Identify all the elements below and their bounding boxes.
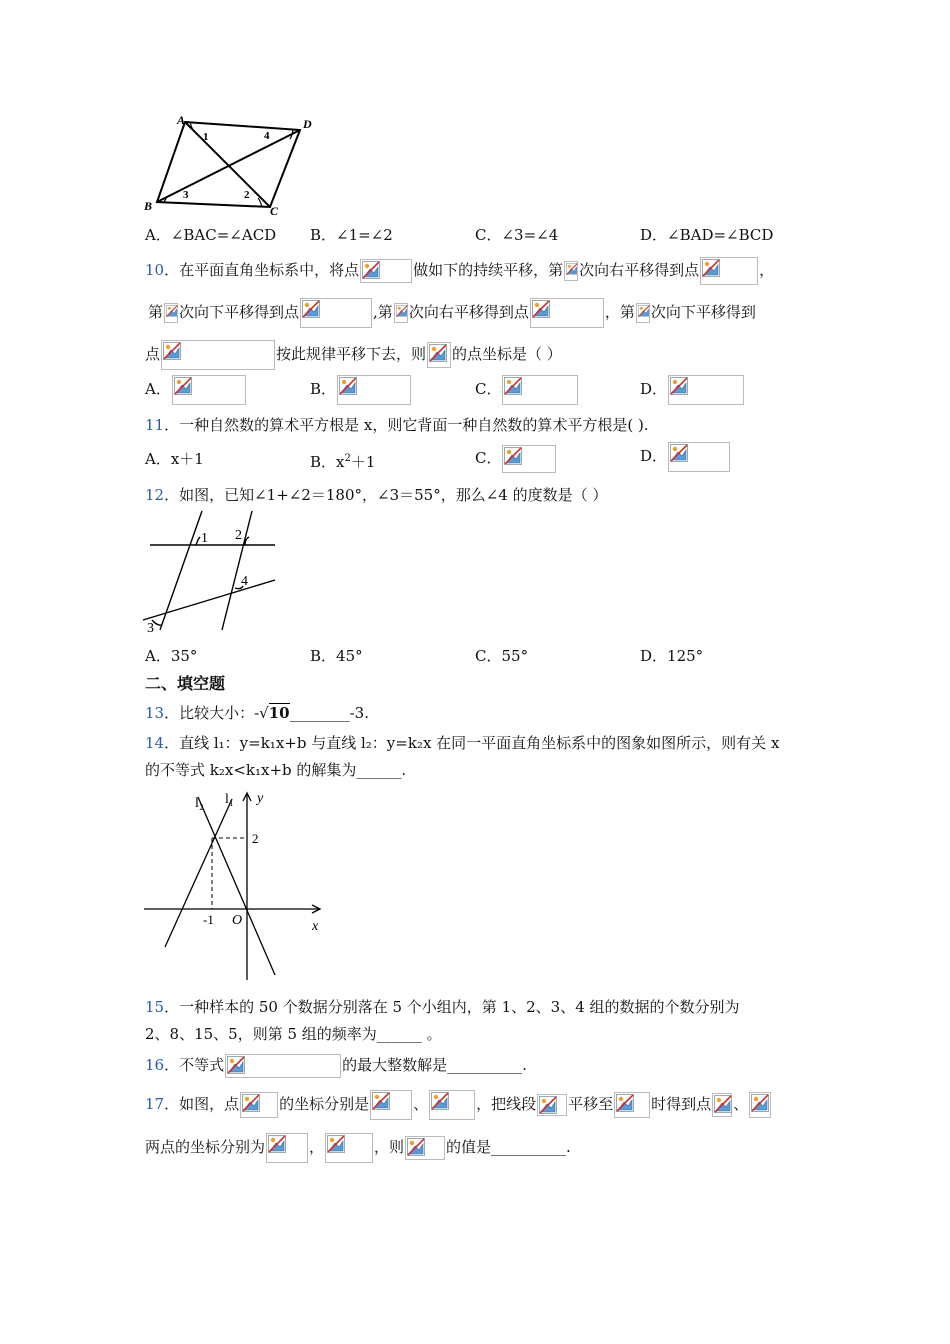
q10-option-d	[640, 375, 745, 405]
q10-text6: 次向下平移得到点	[179, 303, 300, 321]
q12-option-c: C．55°	[475, 647, 529, 665]
q15-number: 15	[145, 998, 165, 1016]
q16-stem	[145, 1054, 527, 1078]
broken-image-icon	[429, 344, 447, 362]
formula-image	[636, 303, 650, 323]
formula-image	[370, 1090, 412, 1120]
q13-number: 13	[145, 704, 165, 722]
q10-text1: ．在平面直角坐标系中，将点	[164, 261, 360, 279]
formula-image	[266, 1133, 308, 1163]
vertex-a: A	[177, 113, 186, 127]
formula-image	[172, 375, 246, 405]
formula-image	[537, 1094, 567, 1116]
q13-post: ________-3.	[289, 704, 369, 722]
q17-number: 17	[145, 1095, 165, 1113]
q14-line2: 的不等式 k₂x<k₁x+b 的解集为______.	[145, 761, 407, 779]
formula-image	[502, 375, 578, 405]
q10-line2	[148, 298, 756, 328]
q10-text11: 点	[145, 345, 161, 363]
q10-option-d-label: D．	[640, 380, 668, 398]
broken-image-icon	[751, 1094, 769, 1112]
q17-text9: ，	[309, 1138, 325, 1156]
vertex-b: B	[144, 199, 153, 213]
broken-image-icon	[702, 259, 720, 277]
broken-image-icon	[302, 300, 320, 318]
broken-image-icon	[268, 1135, 286, 1153]
broken-image-icon	[714, 1095, 732, 1113]
broken-image-icon	[638, 305, 650, 317]
q10-option-c-label: C．	[475, 380, 502, 398]
angle-3: 3	[183, 189, 189, 201]
section-heading: 二、填空题	[145, 674, 226, 693]
q9-option-b: B．∠1=∠2	[310, 226, 393, 244]
q11-option-d	[640, 442, 731, 472]
formula-image	[300, 298, 372, 328]
formula-image	[164, 303, 178, 323]
broken-image-icon	[504, 447, 522, 465]
q15-line1	[145, 997, 740, 1017]
broken-image-icon	[227, 1056, 245, 1074]
broken-image-icon	[242, 1094, 260, 1112]
q17-line1	[145, 1090, 772, 1120]
origin-label: O	[232, 913, 243, 928]
formula-image	[240, 1092, 278, 1118]
q17-text8: 两点的坐标分别为	[145, 1138, 266, 1156]
q13-radicand: 10	[268, 704, 290, 722]
angle-2-label: 2	[235, 528, 242, 543]
q17-text5: 平移至	[568, 1095, 614, 1113]
formula-image	[161, 340, 275, 370]
q10-text7: ,第	[373, 303, 393, 321]
broken-image-icon	[407, 1138, 425, 1156]
formula-image	[749, 1092, 771, 1118]
q15-text1: ．一种样本的 50 个数据分别落在 5 个小组内，第 1、2、3、4 组的数据的个数分别为	[164, 998, 740, 1016]
angle-1-label: 1	[201, 531, 208, 546]
formula-image	[502, 445, 556, 473]
angle-4-label: 4	[241, 574, 248, 589]
broken-image-icon	[163, 342, 181, 360]
q17-text3: 、	[413, 1095, 429, 1113]
vertex-c: C	[270, 204, 279, 217]
broken-image-icon	[174, 377, 192, 395]
q17-text2: 的坐标分别是	[279, 1095, 370, 1113]
broken-image-icon	[616, 1094, 634, 1112]
q12-option-b: B．45°	[310, 647, 363, 665]
q12-stem	[145, 485, 607, 505]
q11-option-a: A．x＋1	[145, 450, 204, 468]
broken-image-icon	[670, 444, 688, 462]
q17-text6: 时得到点	[651, 1095, 712, 1113]
formula-image	[700, 257, 758, 285]
q10-option-c	[475, 375, 579, 405]
angle-1: 1	[203, 131, 209, 143]
broken-image-icon	[539, 1096, 557, 1114]
linear-graph-figure	[140, 785, 330, 985]
broken-image-icon	[566, 263, 578, 275]
formula-image	[712, 1093, 732, 1117]
q10-option-a-label: A．	[145, 380, 171, 398]
q10-text4: ，	[759, 261, 775, 279]
q12-text: ．如图，已知∠1+∠2＝180°，∠3＝55°，那么∠4 的度数是（ ）	[164, 486, 608, 504]
q15-line2: 2、8、15、5，则第 5 组的频率为______ 。	[145, 1025, 442, 1043]
formula-image	[668, 375, 744, 405]
broken-image-icon	[396, 305, 408, 317]
broken-image-icon	[372, 1092, 390, 1110]
tick-neg1: -1	[203, 912, 214, 927]
x-axis-label: x	[312, 919, 319, 934]
broken-image-icon	[504, 377, 522, 395]
q10-option-a	[145, 375, 247, 405]
q11-option-b-pre: B．x	[310, 453, 345, 471]
q13-stem	[145, 703, 369, 723]
formula-image	[429, 1090, 475, 1120]
formula-image	[530, 298, 604, 328]
angle-3-label: 3	[147, 621, 154, 636]
q14-line1	[145, 733, 779, 753]
q17-text11: 的值是__________.	[446, 1138, 571, 1156]
formula-image	[564, 261, 578, 281]
q16-post: 的最大整数解是__________.	[342, 1056, 527, 1074]
broken-image-icon	[339, 377, 357, 395]
q10-option-b-label: B．	[310, 380, 337, 398]
q14-number: 14	[145, 734, 165, 752]
q9-option-c: C．∠3=∠4	[475, 226, 559, 244]
formula-image	[325, 1133, 373, 1163]
q11-option-b-sup: 2	[344, 453, 351, 464]
y-axis-label: y	[257, 791, 264, 806]
q9-option-a: A．∠BAC=∠ACD	[145, 226, 277, 244]
formula-image	[427, 342, 451, 368]
broken-image-icon	[166, 305, 178, 317]
q11-option-d-label: D．	[640, 447, 668, 465]
broken-image-icon	[532, 300, 550, 318]
q17-text4: ，把线段	[476, 1095, 537, 1113]
parallelogram-figure	[140, 112, 320, 217]
q10-text8: 次向右平移得到点	[408, 303, 529, 321]
q10-number: 10	[145, 261, 165, 279]
vertex-d: D	[303, 117, 312, 131]
q16-number: 16	[145, 1056, 165, 1074]
q11-option-c	[475, 445, 557, 473]
formula-image	[405, 1136, 445, 1160]
q10-text10: 次向下平移得到	[650, 303, 756, 321]
q10-text3: 次向右平移得到点	[579, 261, 700, 279]
q17-text7: 、	[733, 1095, 749, 1113]
q10-option-b	[310, 375, 412, 405]
formula-image	[360, 259, 412, 283]
q11-stem	[145, 415, 649, 435]
q9-option-d: D．∠BAD=∠BCD	[640, 226, 774, 244]
q10-text12: 按此规律平移下去，则	[276, 345, 427, 363]
q10-text9: ，第	[604, 303, 635, 321]
broken-image-icon	[670, 377, 688, 395]
q10-text13: 的点坐标是（ ）	[452, 345, 562, 363]
q10-text5: 第	[148, 303, 164, 321]
l2-label: l₂	[195, 796, 204, 811]
q11-option-c-label: C．	[475, 449, 502, 467]
angle-4: 4	[264, 130, 270, 142]
formula-image	[668, 442, 730, 472]
q10-line3	[145, 340, 562, 370]
q14-text1: ．直线 l₁：y=k₁x+b 与直线 l₂：y=k₂x 在同一平面直角坐标系中的图象如图所示，则有关 x	[164, 734, 780, 752]
broken-image-icon	[327, 1135, 345, 1153]
q11-option-b-post: ＋1	[350, 453, 376, 471]
tick-2: 2	[252, 831, 259, 846]
q11-number: 11	[145, 416, 165, 434]
q10-line1	[145, 257, 774, 285]
q17-text10: ，则	[374, 1138, 405, 1156]
broken-image-icon	[362, 261, 380, 279]
formula-image	[614, 1092, 650, 1118]
parallel-lines-figure	[140, 508, 280, 638]
angle-2: 2	[244, 189, 250, 201]
q10-text2: 做如下的持续平移，第	[413, 261, 564, 279]
q17-text1: ．如图，点	[164, 1095, 240, 1113]
l1-label: l₁	[225, 792, 234, 807]
formula-image	[225, 1054, 341, 1078]
q11-text: ．一种自然数的算术平方根是 x，则它背面一种自然数的算术平方根是( ).	[164, 416, 649, 434]
broken-image-icon	[431, 1092, 449, 1110]
q12-option-d: D．125°	[640, 647, 704, 665]
q16-pre: ．不等式	[164, 1056, 225, 1074]
q12-option-a: A．35°	[145, 647, 198, 665]
formula-image	[394, 303, 408, 323]
formula-image	[337, 375, 411, 405]
q17-line2	[145, 1133, 571, 1163]
q12-number: 12	[145, 486, 165, 504]
q11-option-b	[310, 449, 375, 472]
q13-pre: ．比较大小：-√	[164, 704, 269, 722]
